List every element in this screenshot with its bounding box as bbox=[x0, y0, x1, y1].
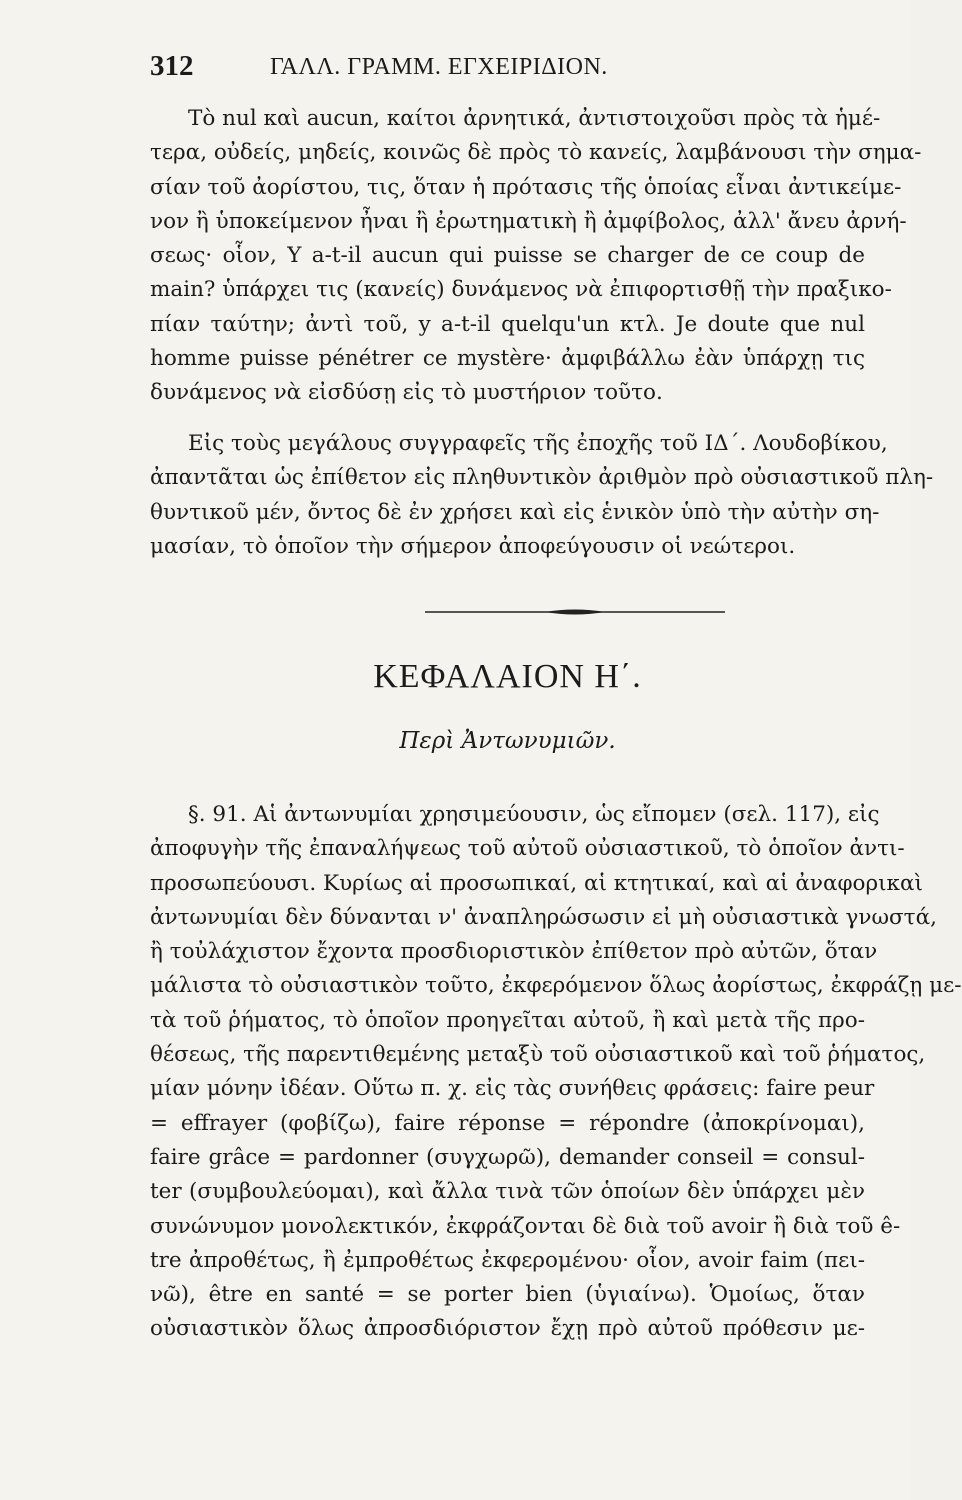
text-line: μίαν μόνην ἰδέαν. Οὕτω π. χ. εἰς τὰς συνήθεις φράσεις: faire peur bbox=[150, 1076, 875, 1102]
text-line: δυνάμενος νὰ εἰσδύσῃ εἰς τὸ μυστήριον τοῦτο. bbox=[150, 380, 663, 406]
text-line: θέσεως, τῆς παρεντιθεμένης μεταξὺ τοῦ οὐσιαστικοῦ καὶ τοῦ ῥήματος, bbox=[150, 1042, 926, 1068]
text-line: νῶ), être en santé = se porter bien (ὑγιαίνω). Ὁμοίως, ὅταν bbox=[150, 1282, 865, 1308]
text-line: §. 91. Αἱ ἀντωνυμίαι χρησιμεύουσιν, ὡς εἴπομεν (σελ. 117), εἰς bbox=[188, 802, 880, 827]
text-line: σεως· οἷον, Y a-t-il aucun qui puisse se charger de ce coup de bbox=[150, 243, 865, 269]
running-head: ΓΑΛΛ. ΓΡΑΜΜ. ΕΓΧΕΙΡΙΔΙΟΝ. bbox=[270, 54, 608, 80]
text-line: Εἰς τοὺς μεγάλους συγγραφεῖς τῆς ἐποχῆς τοῦ ΙΔ΄. Λουδοβίκου, bbox=[188, 431, 888, 456]
paragraph-louis-xiv bbox=[150, 427, 934, 564]
page-number: 312 bbox=[150, 50, 194, 82]
page-header bbox=[150, 50, 865, 90]
text-line: homme puisse pénétrer ce mystère· ἀμφιβάλλω ἐὰν ὑπάρχῃ τις bbox=[150, 346, 865, 372]
text-line: ἢ τοὐλάχιστον ἔχοντα προσδιοριστικὸν ἐπίθετον πρὸ αὐτῶν, ὅταν bbox=[150, 939, 878, 965]
text-line: ter (συμβουλεύομαι), καὶ ἄλλα τινὰ τῶν ὁποίων δὲν ὑπάρχει μὲν bbox=[150, 1179, 865, 1205]
text-line: οὐσιαστικὸν ὅλως ἀπροσδιόριστον ἔχῃ πρὸ αὐτοῦ πρόθεσιν με- bbox=[150, 1316, 865, 1342]
chapter-title: ΚΕΦΑΛΑΙΟΝ Η΄. bbox=[373, 658, 642, 695]
text-line: tre ἀπροθέτως, ἢ ἐμπροθέτως ἐκφερομένου· οἷον, avoir faim (πει- bbox=[150, 1247, 865, 1273]
paragraph-nul-aucun bbox=[150, 102, 922, 411]
text-line: θυντικοῦ μέν, ὄντος δὲ ἐν χρήσει καὶ εἰς ἑνικὸν ὑπὸ τὴν αὐτὴν ση- bbox=[150, 499, 880, 525]
paragraph-section-91 bbox=[150, 798, 962, 1347]
text-line: ἀποφυγὴν τῆς ἐπαναλήψεως τοῦ αὐτοῦ οὐσιαστικοῦ, τὸ ὁποῖον ἀντι- bbox=[150, 836, 905, 862]
text-line: ἀντωνυμίαι δὲν δύνανται ν' ἀναπληρώσωσιν εἰ μὴ οὐσιαστικὰ γνωστά, bbox=[150, 904, 937, 930]
text-line: Τὸ nul καὶ aucun, καίτοι ἀρνητικά, ἀντιστοιχοῦσι πρὸς τὰ ἡμέ- bbox=[188, 106, 881, 131]
text-line: τὰ τοῦ ῥήματος, τὸ ὁποῖον προηγεῖται αὐτοῦ, ἢ καὶ μετὰ τῆς προ- bbox=[150, 1007, 865, 1033]
chapter-subtitle: Περὶ Ἀντωνυμιῶν. bbox=[399, 728, 616, 754]
text-line: νον ἢ ὑποκείμενον ἦναι ἢ ἐρωτηματικὴ ἢ ἀμφίβολος, ἀλλ' ἄνευ ἀρνή- bbox=[150, 208, 907, 234]
text-line: main? ὑπάρχει τις (κανείς) δυνάμενος νὰ ἐπιφορτισθῇ τὴν πραξικο- bbox=[150, 277, 892, 303]
text-line: faire grâce = pardonner (συγχωρῶ), demander conseil = consul- bbox=[150, 1144, 865, 1170]
text-line: πίαν ταύτην; ἀντὶ τοῦ, y a-t-il quelqu'un κτλ. Je doute que nul bbox=[150, 311, 865, 337]
text-line: συνώνυμον μονολεκτικόν, ἐκφράζονται δὲ διὰ τοῦ avoir ἢ διὰ τοῦ ê- bbox=[150, 1213, 901, 1239]
text-line: μασίαν, τὸ ὁποῖον τὴν σήμερον ἀποφεύγουσιν οἱ νεώτεροι. bbox=[150, 533, 796, 559]
text-line: σίαν τοῦ ἀορίστου, τις, ὅταν ἡ πρότασις τῆς ὁποίας εἶναι ἀντικείμε- bbox=[150, 174, 902, 200]
text-line: = effrayer (φοβίζω), faire réponse = répondre (ἀποκρίνομαι), bbox=[150, 1110, 865, 1136]
text-line: τερα, οὐδείς, μηδείς, κοινῶς δὲ πρὸς τὸ κανείς, λαμβάνουσι τὴν σημα- bbox=[150, 140, 922, 166]
text-line: μάλιστα τὸ οὐσιαστικὸν τοῦτο, ἐκφερόμενον ὅλως ἀορίστως, ἐκφράζῃ με- bbox=[150, 973, 962, 999]
text-line: προσωπεύουσι. Κυρίως αἱ προσωπικαί, αἱ κτητικαί, καὶ αἱ ἀναφορικαὶ bbox=[150, 870, 923, 896]
ornamental-divider bbox=[425, 608, 725, 616]
text-line: ἀπαντᾶται ὡς ἐπίθετον εἰς πληθυντικὸν ἀριθμὸν πρὸ οὐσιαστικοῦ πλη- bbox=[150, 465, 934, 491]
